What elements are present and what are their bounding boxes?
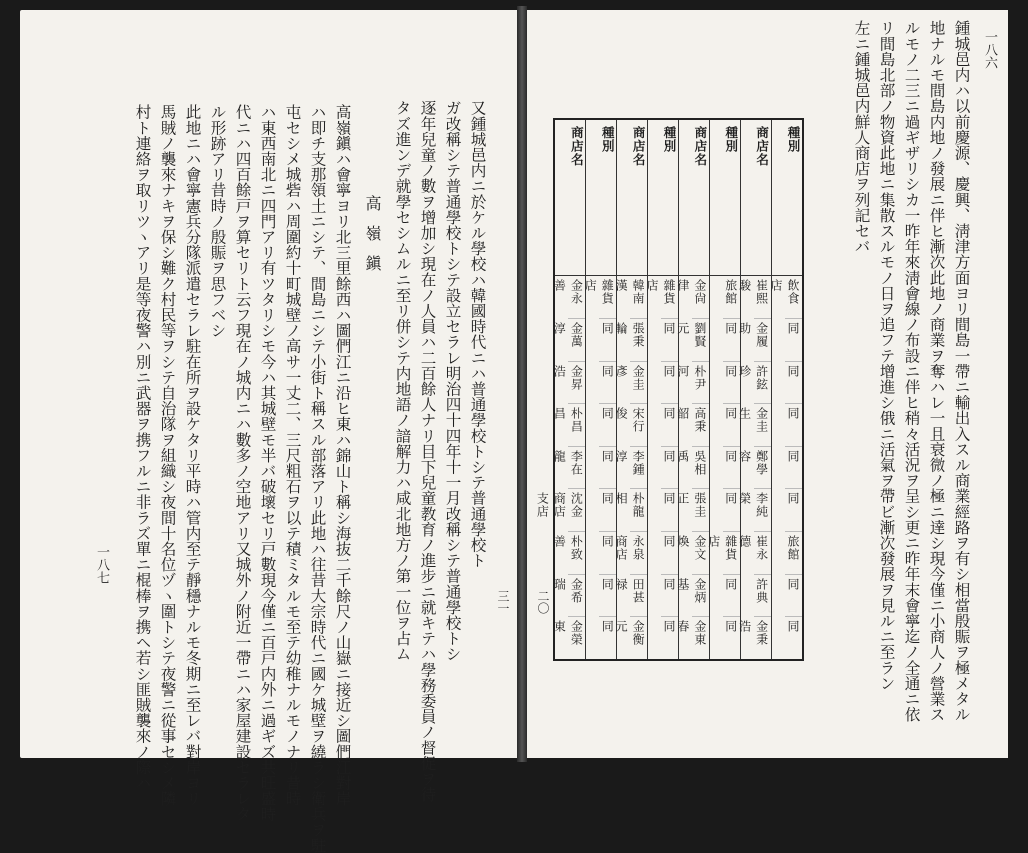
shop-kind-cell: 同 [599, 574, 616, 617]
left-text-line-12: 馬賊ノ襲來ナキヲ保シ難ク村民等ヲシテ自治隊ヲ組織シ夜間十名位ヅヽ圍トシテ夜警ニ從事セシメ隣 [158, 104, 177, 806]
shop-kind-cell: 雜貨店 [723, 531, 740, 574]
shop-name-cell: 金希瑞 [568, 574, 585, 617]
shop-kind-cell: 同 [661, 488, 678, 531]
shop-kind-cell: 飲食店 [769, 279, 800, 306]
shop-name-cell: 朴昌昌 [568, 403, 585, 446]
shop-kind-cell: 同 [785, 488, 802, 531]
book-spine [517, 6, 527, 762]
table-col-header: 種別 [586, 120, 617, 276]
shop-kind-cell: 同 [599, 361, 616, 404]
shop-name-cell: 金炳基 [692, 574, 709, 617]
shop-kind-cell: 同 [661, 616, 678, 659]
left-text-line-11: 此地ニハ會寧憲兵分隊派遣セラレ駐在所ヲ設ケタリ平時ハ管内至テ靜穩ナルモ冬期ニ至レバ對岸ヨリ [183, 104, 202, 806]
table-kind-column [583, 276, 617, 659]
right-table-page-number: 二〇 [536, 590, 550, 614]
shop-kind-cell: 同 [785, 616, 802, 659]
table-col-header: 種別 [771, 120, 802, 276]
shop-name-cell: 吳相禹 [692, 446, 709, 489]
table-col-header: 種別 [648, 120, 679, 276]
section-heading: 高嶺鎭 [363, 195, 382, 285]
shop-name-cell: 劉賢元 [692, 318, 709, 361]
left-text-line-2: ガ改稱シテ普通學校トシテ設立セラレ明治四十四年十一月改稱シテ普通學校トシ [443, 100, 462, 662]
shop-name-cell: 高秉韶 [692, 403, 709, 446]
shop-name-cell: 宋行俊 [630, 403, 647, 446]
shop-name-cell: 鄭學容 [754, 446, 771, 489]
shop-kind-cell: 同 [785, 318, 802, 361]
left-text-line-6: ハ即チ支那領土ニシテ、間島ニシテ小街ト稱スル部落アリ此地ハ往昔大宗時代ニ國ケ城壁ヲ繞ラシ衛兵ヲ駐 [308, 104, 327, 853]
left-text-line-13: 村ト連絡ヲ取リツヽアリ是等夜警ハ別ニ武器ヲ携フルニ非ラズ單ニ棍棒ヲ携ヘ若シ匪賊襲來ノ際ハ [133, 104, 152, 791]
shop-name-cell: 張秉輪 [630, 318, 647, 361]
shop-name-cell: 金榮東 [568, 616, 585, 659]
shop-name-cell: 李在龍 [568, 446, 585, 489]
left-text-line-4: タズ進ンデ就學セシムルニ至リ併シテ内地語ノ諳解力ハ咸北地方ノ第一位ヲ占ム [393, 100, 412, 662]
shop-name-cell: 金履助 [754, 318, 771, 361]
left-page-number: 一八七 [94, 545, 109, 584]
right-text-line-3: ルモノ二三ニ過ギザリシカ一昨年來淸會線ノ布設ニ伴ヒ稍々活況ヲ呈シ更ニ昨年末會寧迄ノ全通ニ依 [902, 20, 921, 722]
shop-kind-cell: 同 [661, 361, 678, 404]
shop-kind-cell: 雜貨店 [645, 279, 676, 306]
left-text-line-7: 屯セシメ城砦ハ周圍約十町城壁ノ高サ一丈二、三尺粗石ヲ以テ積ミタルモ至テ幼稚ナルモノナリ昔時 [283, 104, 302, 806]
shop-name-cell: 崔永德 [754, 531, 771, 574]
left-text-line-5: 高嶺鎭ハ會寧ヨリ北三里餘西ハ圖們江ニ沿ヒ東ハ錦山ト稱シ海抜二千餘尺ノ山嶽ニ接近シ圖們江對岸 [333, 104, 352, 806]
shop-kind-cell: 同 [785, 446, 802, 489]
shop-kind-cell: 同 [661, 403, 678, 446]
shop-name-cell: 金圭彥 [630, 361, 647, 404]
shop-name-cell: 張圭正 [692, 488, 709, 531]
table-name-column [737, 276, 771, 659]
shop-name-cell: 朴致善 [568, 531, 585, 574]
shop-kind-cell: 同 [785, 403, 802, 446]
shop-name-cell: 金東春 [692, 616, 709, 659]
shop-name-cell: 許鉉珍 [754, 361, 771, 404]
shop-name-cell: 金尙律 [675, 279, 707, 306]
left-table-page-number: 三一 [496, 590, 510, 614]
right-text-line-1: 鍾城邑内ハ以前慶源、慶興、淸津方面ヨリ間島一帶ニ輸出入スル商業經路ヲ有シ相當殷賑ヲ極メタル [952, 20, 971, 722]
table-col-header: 商店名 [569, 126, 585, 167]
shop-kind-cell: 同 [599, 403, 616, 446]
shop-kind-cell: 同 [661, 531, 678, 574]
shop-kind-cell: 同 [723, 361, 740, 404]
shop-kind-cell: 同 [599, 616, 616, 659]
shop-kind-cell: 同 [661, 318, 678, 361]
table-name-column [675, 276, 710, 659]
shop-kind-cell: 同 [723, 318, 740, 361]
shop-name-cell: 田甚禄 [630, 574, 647, 617]
shop-name-cell: 金衡元 [630, 616, 647, 659]
left-text-line-1: 又鍾城邑内ニ於ケル學校ハ韓國時代ニハ普通學校トシテ普通學校ト [468, 100, 487, 568]
shop-name-cell: 永泉商店 [630, 531, 647, 574]
shop-name-cell: 李純榮 [754, 488, 771, 531]
shop-name-cell: 金圭生 [754, 403, 771, 446]
shop-kind-cell: 旅館 [785, 531, 802, 574]
shop-name-cell: 金文煥 [692, 531, 709, 574]
shop-kind-cell: 同 [661, 574, 678, 617]
shop-kind-cell: 旅館 [723, 279, 738, 306]
shop-name-cell: 沈金商店支店 [568, 488, 585, 531]
shop-name-cell: 金昇浩 [568, 361, 585, 404]
shop-name-cell: 金永善 [552, 279, 584, 306]
shop-name-cell: 金秉浩 [754, 616, 771, 659]
table-kind-column [706, 276, 740, 659]
shop-name-cell: 李鍾淳 [630, 446, 647, 489]
shop-name-cell: 許典 [754, 574, 771, 617]
shop-kind-cell: 同 [599, 531, 616, 574]
shop-kind-cell: 同 [723, 403, 740, 446]
shop-kind-cell: 雜貨店 [583, 279, 615, 306]
table-col-header: 商店名 [740, 120, 771, 276]
right-text-line-4: リ間島北部ノ物資此地ニ集散スルモノ日ヲ追フテ增進シ俄ニ活氣ヲ帶ビ漸次發展ヲ見ルニ至ラン [877, 20, 896, 691]
left-text-line-8: ハ東西南北ニ四門アリ有ツタリシモ今ハ其城壁モ半バ破壞セリ戸數現今僅ニ百戸内外ニ過ギズ共旺盛時 [258, 104, 277, 822]
shop-kind-cell: 同 [723, 488, 740, 531]
left-text-line-9: 代ニハ四百餘戸ヲ算セリト云フ現在ノ城内ニハ數多ノ空地アリ又城外ノ附近一帶ニハ家屋建設セラレタ [233, 104, 252, 822]
left-text-line-3: 逐年兒童ノ數ヲ增加シ現在ノ人員ハ二百餘人ナリ目下兒童教育ノ進步ニ就キテハ學務委員ノ督促ヲ待 [418, 100, 437, 802]
shop-name-cell: 金萬淳 [568, 318, 585, 361]
table-name-column [614, 276, 648, 659]
shop-name-cell: 朴尹河 [692, 361, 709, 404]
shop-kind-cell: 同 [599, 318, 616, 361]
shop-kind-cell: 同 [661, 446, 678, 489]
shop-name-cell: 韓南漢 [614, 279, 646, 306]
shop-name-cell: 朴龍相 [630, 488, 647, 531]
table-col-header: 商店名 [679, 120, 710, 276]
table-kind-column [645, 276, 679, 659]
table-col-header: 種別 [709, 120, 740, 276]
shop-kind-cell: 同 [785, 574, 802, 617]
left-text-line-10: ル形跡アリ昔時ノ殷賑ヲ思フベシ [208, 104, 227, 338]
shop-kind-cell: 同 [599, 446, 616, 489]
shop-kind-cell: 同 [599, 488, 616, 531]
right-text-line-2: 地ナルモ間島内地ノ發展ニ伴ヒ漸次此地ノ商業ヲ奪ハレ一且衰微ノ極ニ達シ現今僅ニ小商人ノ營業ス [927, 20, 946, 722]
table-col-header: 商店名 [617, 120, 648, 276]
shop-kind-cell: 同 [723, 446, 740, 489]
right-text-line-5: 左ニ鍾城邑内鮮人商店ヲ列記セバ [852, 20, 871, 254]
table-kind-column [771, 276, 802, 659]
shop-kind-cell: 同 [723, 616, 740, 659]
shop-kind-cell: 同 [723, 574, 740, 617]
right-page-number: 一八六 [982, 30, 997, 69]
shop-name-cell: 崔熙駿 [737, 279, 769, 306]
shop-kind-cell: 同 [785, 361, 802, 404]
